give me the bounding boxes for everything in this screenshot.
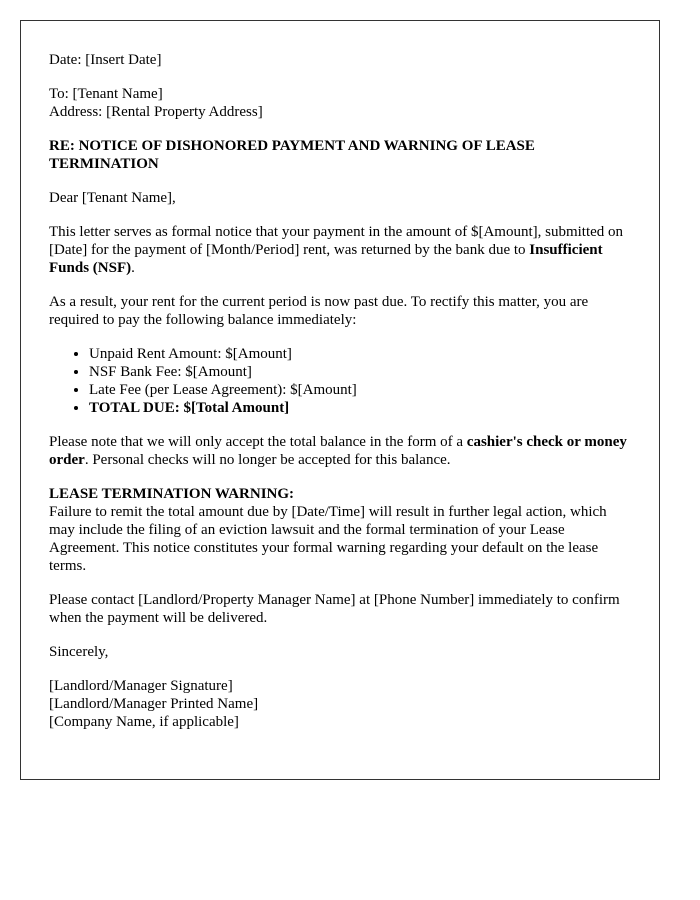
subject-line: RE: NOTICE OF DISHONORED PAYMENT AND WARNING OF LEASE TERMINATION bbox=[49, 138, 535, 172]
to-line: To: [Tenant Name] bbox=[49, 86, 163, 102]
warning-heading: LEASE TERMINATION WARNING: bbox=[49, 486, 295, 502]
paragraph-contact: Please contact [Landlord/Property Manager Name] at [Phone Number] immediately to confirm when the payment will be delivered. bbox=[49, 592, 620, 626]
address-line: Address: [Rental Property Address] bbox=[49, 104, 263, 120]
signature-line: [Landlord/Manager Signature] bbox=[49, 678, 233, 694]
paragraph-payment-text-1: Please note that we will only accept the total balance in the form of a bbox=[49, 434, 467, 450]
letter-page bbox=[20, 20, 660, 780]
paragraph-nsf-notice bbox=[49, 223, 631, 277]
closing: Sincerely, bbox=[49, 644, 109, 660]
fee-item-late-fee: • Late Fee (per Lease Agreement): $[Amount] bbox=[89, 381, 631, 399]
signature-block bbox=[49, 677, 631, 731]
fee-item-nsf-bank-fee: • NSF Bank Fee: $[Amount] bbox=[89, 363, 631, 381]
date-line: Date: [Insert Date] bbox=[49, 52, 162, 68]
paragraph-nsf-text-1: This letter serves as formal notice that your payment in the amount of $[Amount], submitted on [Date] for the payment of [Month/Period] rent, was returned by the bank due to bbox=[49, 224, 624, 258]
printed-name-line: [Landlord/Manager Printed Name] bbox=[49, 696, 259, 712]
fee-list bbox=[49, 345, 631, 417]
fee-item-unpaid-rent: • Unpaid Rent Amount: $[Amount] bbox=[89, 345, 631, 363]
warning-body: Failure to remit the total amount due by [Date/Time] will result in further legal action, which may include the filing of an eviction lawsuit and the formal termination of your Lease Agreement. This notice constitutes your formal warning regarding your default on the lease terms. bbox=[49, 504, 607, 574]
salutation: Dear [Tenant Name], bbox=[49, 190, 176, 206]
company-line: [Company Name, if applicable] bbox=[49, 714, 239, 730]
paragraph-payment-bold: cashier's check or money order bbox=[49, 434, 627, 468]
paragraph-past-due: As a result, your rent for the current period is now past due. To rectify this matter, you are required to pay the following balance immediately: bbox=[49, 294, 589, 328]
date-block bbox=[49, 51, 631, 69]
paragraph-nsf-text-2: . bbox=[131, 260, 135, 276]
paragraph-payment-text-2: . Personal checks will no longer be accepted for this balance. bbox=[84, 452, 451, 468]
paragraph-payment-method bbox=[49, 433, 631, 469]
fee-item-total-due: • TOTAL DUE: $[Total Amount] bbox=[89, 399, 631, 417]
recipient-block bbox=[49, 85, 631, 121]
paragraph-nsf-bold: Insufficient Funds (NSF) bbox=[49, 242, 603, 276]
warning-section bbox=[49, 485, 631, 575]
